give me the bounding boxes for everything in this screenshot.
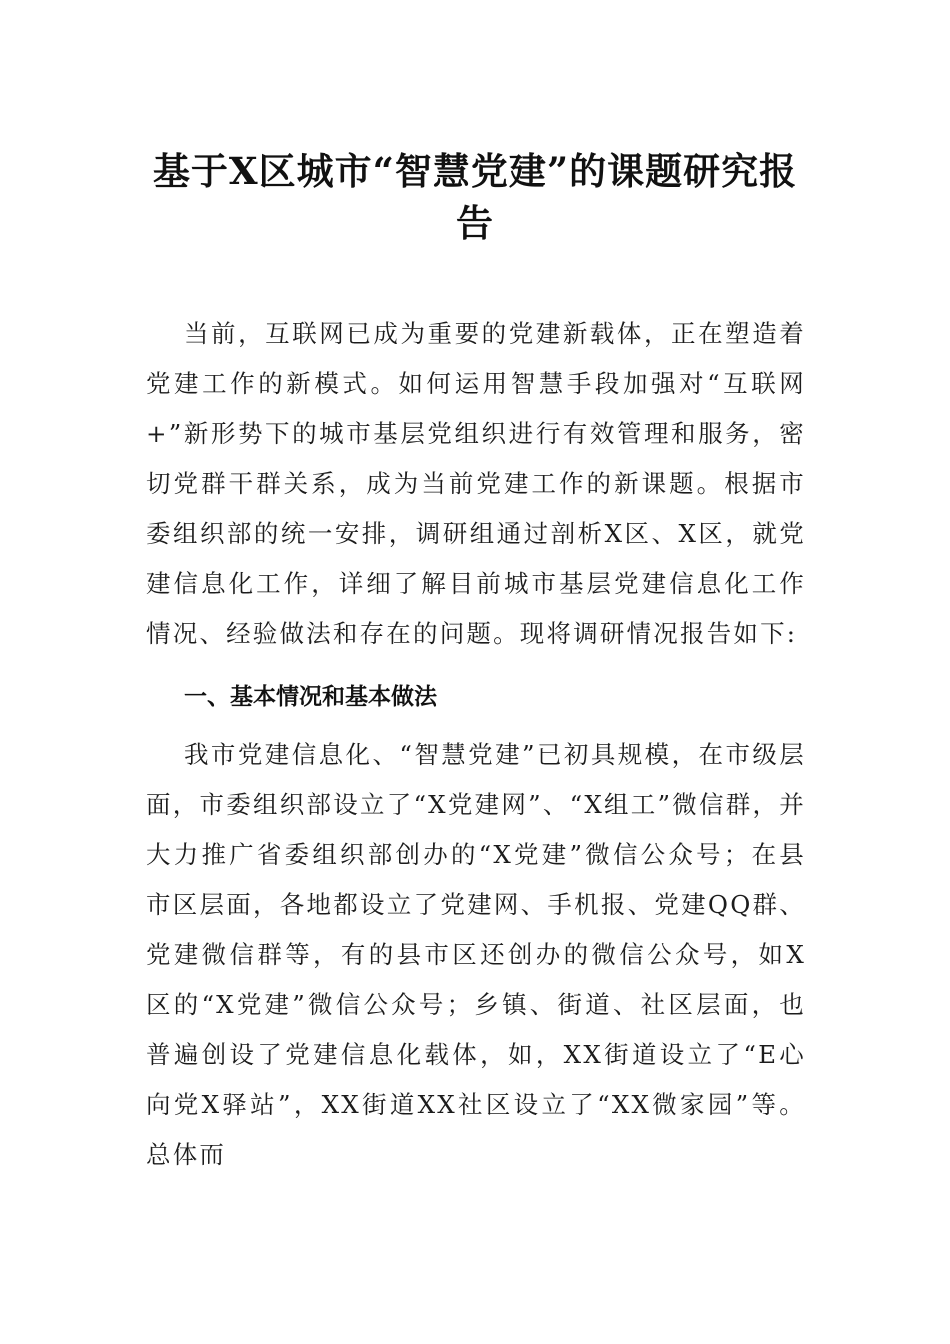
section-heading: 一、基本情况和基本做法	[184, 684, 437, 710]
section-paragraph: 我市党建信息化、“智慧党建”已初具规模，在市级层面，市委组织部设立了“X党建网”、“X组工”微信群，并大力推广省委组织部创办的“X党建”微信公众号；在县市区层面，各地都设立了党建网、手机报、党建QQ群、党建微信群等，有的县市区还创办的微信公众号，如X区的“X党建”微信公众号；乡镇、街道、社区层面，也普遍创设了党建信息化载体，如，XX街道设立了“E心向党X驿站”，XX街道XX社区设立了“XX微家园”等。总体而	[146, 740, 806, 1169]
intro-paragraph: 当前，互联网已成为重要的党建新载体，正在塑造着党建工作的新模式。如何运用智慧手段加强对“互联网+”新形势下的城市基层党组织进行有效管理和服务，密切党群干群关系，成为当前党建工作的新课题。根据市委组织部的统一安排，调研组通过剖析X区、X区，就党建信息化工作，详细了解目前城市基层党建信息化工作情况、经验做法和存在的问题。现将调研情况报告如下:	[146, 319, 806, 648]
document-title: 基于X区城市“智慧党建”的课题研究报告	[152, 148, 798, 245]
